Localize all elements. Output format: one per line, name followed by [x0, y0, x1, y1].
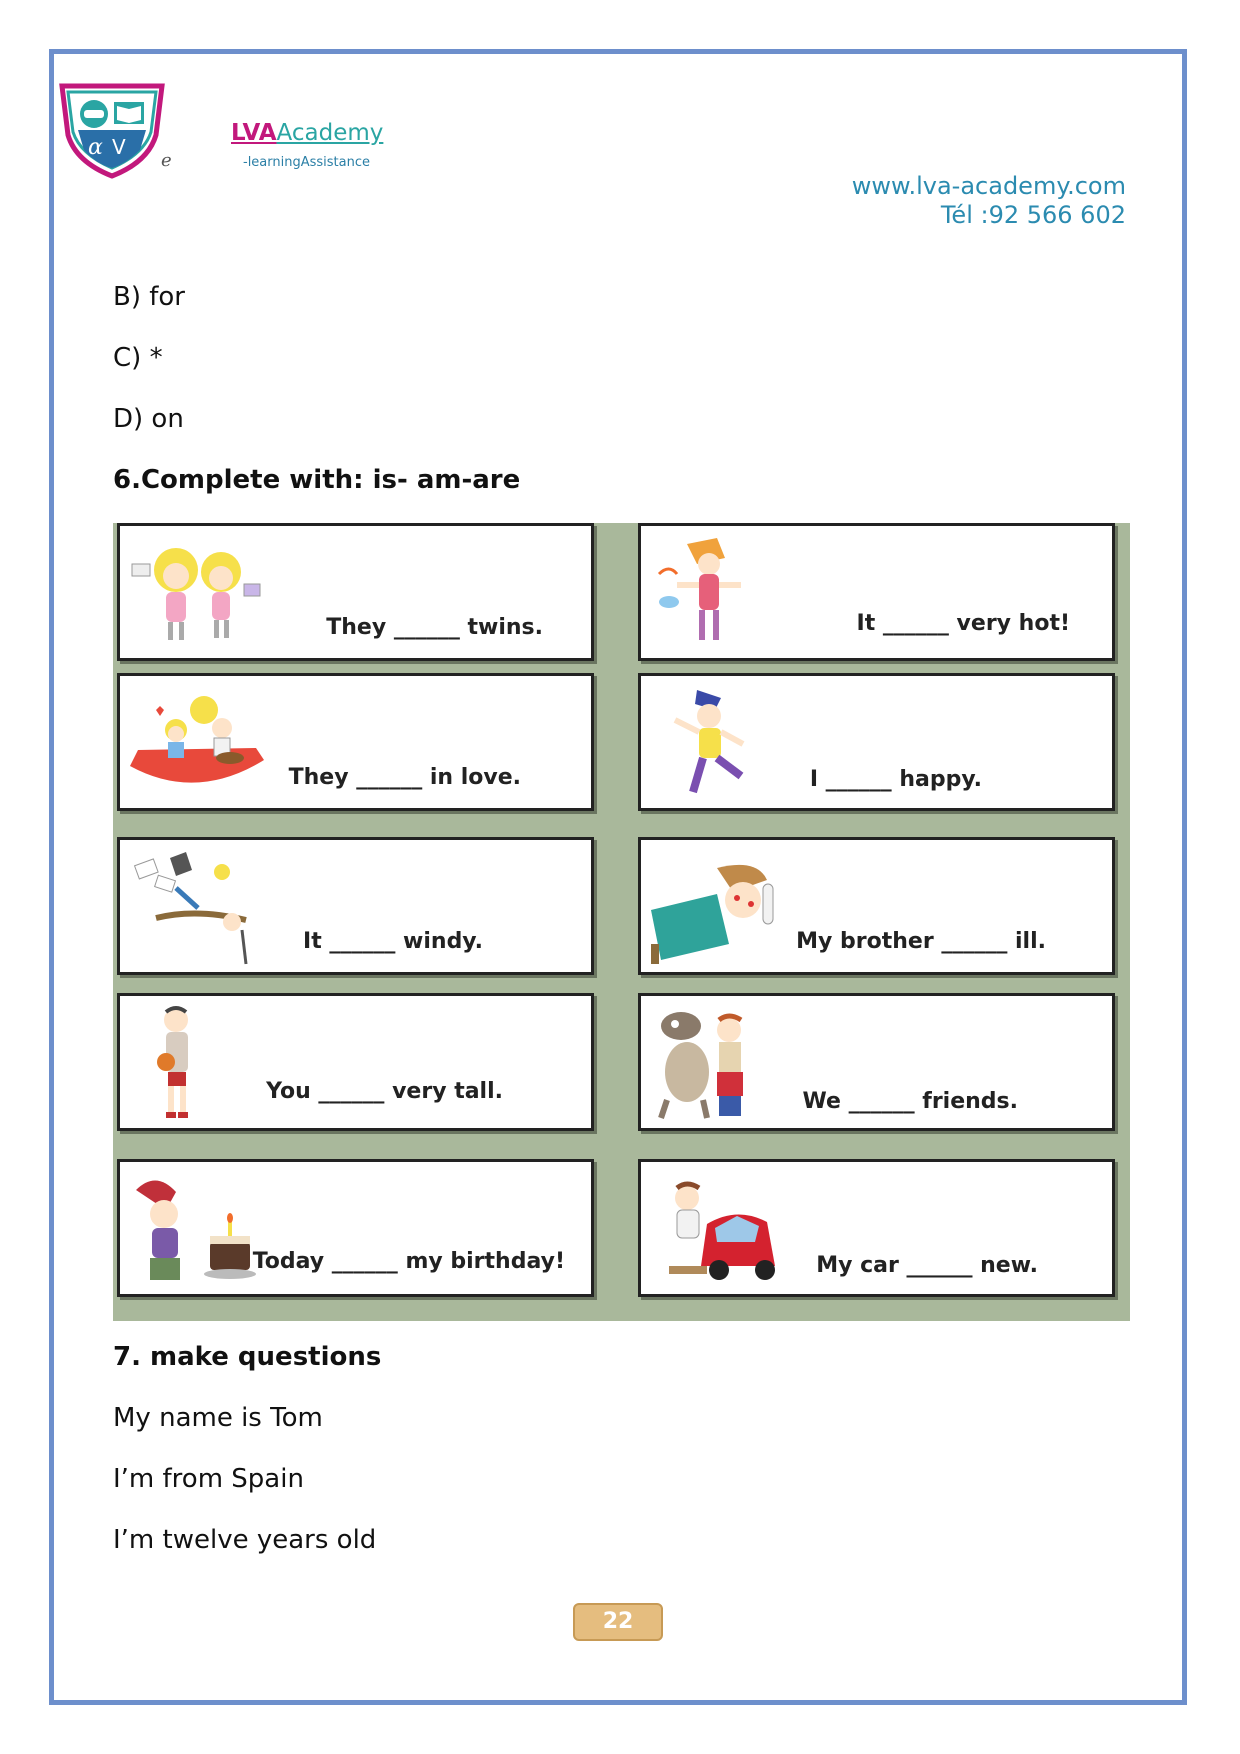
sentence-text: My car ______ new. [816, 1253, 1038, 1278]
exercise-card [638, 1159, 1115, 1297]
lva-shield-logo-icon [56, 80, 168, 180]
brand-academy: Academy [276, 120, 384, 146]
exercise-card [117, 837, 594, 975]
windy-scene-icon [126, 848, 266, 966]
birthday-cake-icon [126, 1170, 266, 1288]
tall-man-icon [126, 1004, 266, 1122]
sentence-text: They ______ twins. [326, 615, 543, 640]
option-b: B) for [113, 282, 185, 312]
sentence-text: It ______ windy. [303, 929, 483, 954]
sentence-text: We ______ friends. [802, 1089, 1018, 1114]
svg-text:α: α [88, 135, 103, 160]
option-d: D) on [113, 404, 184, 434]
logo-e-mark: e [161, 150, 172, 171]
sentence-text: You ______ very tall. [266, 1079, 503, 1104]
sentence-text: I ______ happy. [809, 767, 982, 792]
brand-lva: LVA [231, 120, 277, 146]
contact-block [852, 172, 1126, 230]
exercise-card [638, 673, 1115, 811]
happy-man-icon [647, 684, 787, 802]
twins-girls-icon [126, 534, 266, 652]
new-car-icon [647, 1170, 787, 1288]
svg-text:V: V [112, 135, 126, 159]
brand-name[interactable] [231, 120, 383, 146]
hot-person-icon [647, 534, 787, 652]
question-prompt: My name is Tom [113, 1403, 323, 1433]
exercise-card [117, 1159, 594, 1297]
sentence-text: Today ______ my birthday! [252, 1249, 565, 1274]
section-7-heading: 7. make questions [113, 1342, 382, 1372]
exercise-card [117, 673, 594, 811]
sentence-text: My brother ______ ill. [796, 929, 1046, 954]
sentence-text: It ______ very hot! [856, 611, 1070, 636]
website-link[interactable]: www.lva-academy.com [851, 172, 1126, 200]
phone-number: Tél :92 566 602 [940, 201, 1126, 229]
question-prompt: I’m twelve years old [113, 1525, 377, 1555]
exercise-card [638, 837, 1115, 975]
question-prompt: I’m from Spain [113, 1464, 304, 1494]
option-c: C) * [113, 343, 163, 373]
man-and-dog-icon [647, 1004, 787, 1122]
exercise-card [117, 993, 594, 1131]
page-number-badge: 22 [573, 1603, 663, 1641]
couple-boat-icon [126, 684, 266, 802]
sentence-text: They ______ in love. [288, 765, 521, 790]
exercise-card [638, 993, 1115, 1131]
sick-in-bed-icon [647, 848, 787, 966]
brand-tagline: -learningAssistance [243, 155, 370, 170]
section-6-heading: 6.Complete with: is- am-are [113, 465, 521, 495]
exercise-card [117, 523, 594, 661]
exercise-grid [113, 523, 1130, 1321]
exercise-card [638, 523, 1115, 661]
